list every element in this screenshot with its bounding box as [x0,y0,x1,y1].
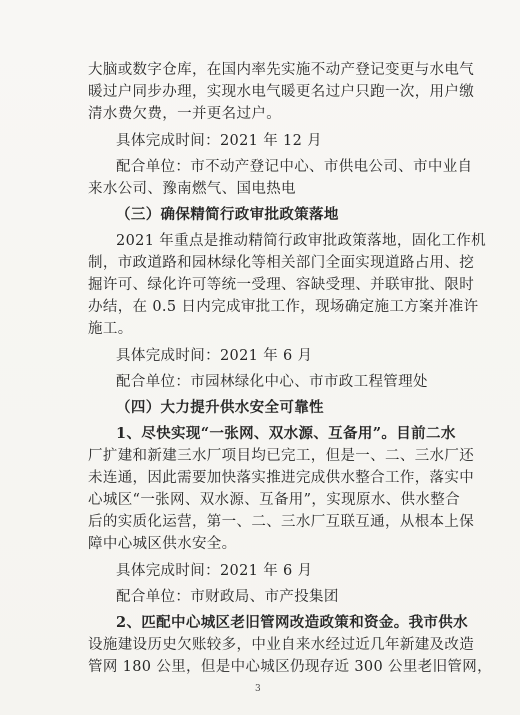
page-number: 3 [255,684,261,694]
item-heading: 2、匹配中心城区老旧管网改造政策和资金。我市供水 [116,614,468,631]
completion-time: 具体完成时间：2021 年 12 月 [116,133,322,149]
paragraph-line: 心城区“一张网、双水源、互备用”，实现原水、供水整合 [88,492,460,508]
paragraph-line: 厂扩建和新建三水厂项目均已完工，但是一、二、三水厂还 [88,448,475,464]
paragraph-line: 掘许可、绿化许可等统一受理、容缺受理、并联审批、限时 [88,277,475,293]
section-heading: （三）确保精简行政审批政策落地 [116,206,339,223]
completion-time: 具体完成时间：2021 年 6 月 [116,563,313,579]
completion-time: 具体完成时间：2021 年 6 月 [116,348,313,364]
paragraph-line: 大脑或数字仓库，在国内率先实施不动产登记变更与水电气 [88,62,475,78]
section-heading: （四）大力提升供水安全可靠性 [116,399,324,416]
paragraph-line: 未连通，因此需要加快落实推进完成供水整合工作，落实中 [88,470,475,486]
cooperating-units: 配合单位：市财政局、市产投集团 [116,589,339,605]
paragraph-line: 施工。 [88,321,133,337]
paragraph-line: 清水费欠费，一并更名过户。 [88,106,282,122]
paragraph-line: 2021 年重点是推动精简行政审批政策落地，固化工作机 [116,233,486,249]
item-heading: 1、尽快实现“一张网、双水源、互备用”。目前二水 [116,425,456,442]
paragraph-line: 障中心城区供水安全。 [88,536,237,552]
cooperating-units: 配合单位：市园林绿化中心、市市政工程管理处 [116,374,428,390]
paragraph-line: 制，市政道路和园林绿化等相关部门全面实现道路占用、挖 [88,255,475,271]
cooperating-units: 配合单位：市不动产登记中心、市供电公司、市中业自 [116,159,473,175]
paragraph-line: 设施建设历史欠账较多，中业自来水经过近几年新建及改造 [88,637,475,653]
paragraph-line: 来水公司、豫南燃气、国电热电 [88,181,296,197]
paragraph-line: 办结，在 0.5 日内完成审批工作，现场确定施工方案并准许 [88,299,479,315]
paragraph-line: 暖过户同步办理，实现水电气暖更名过户只跑一次，用户缴 [88,84,475,100]
paragraph-line: 后的实质化运营，第一、二、三水厂互联互通，从根本上保 [88,514,475,530]
paragraph-line: 管网 180 公里，但是中心城区仍现存近 300 公里老旧管网， [88,659,492,675]
